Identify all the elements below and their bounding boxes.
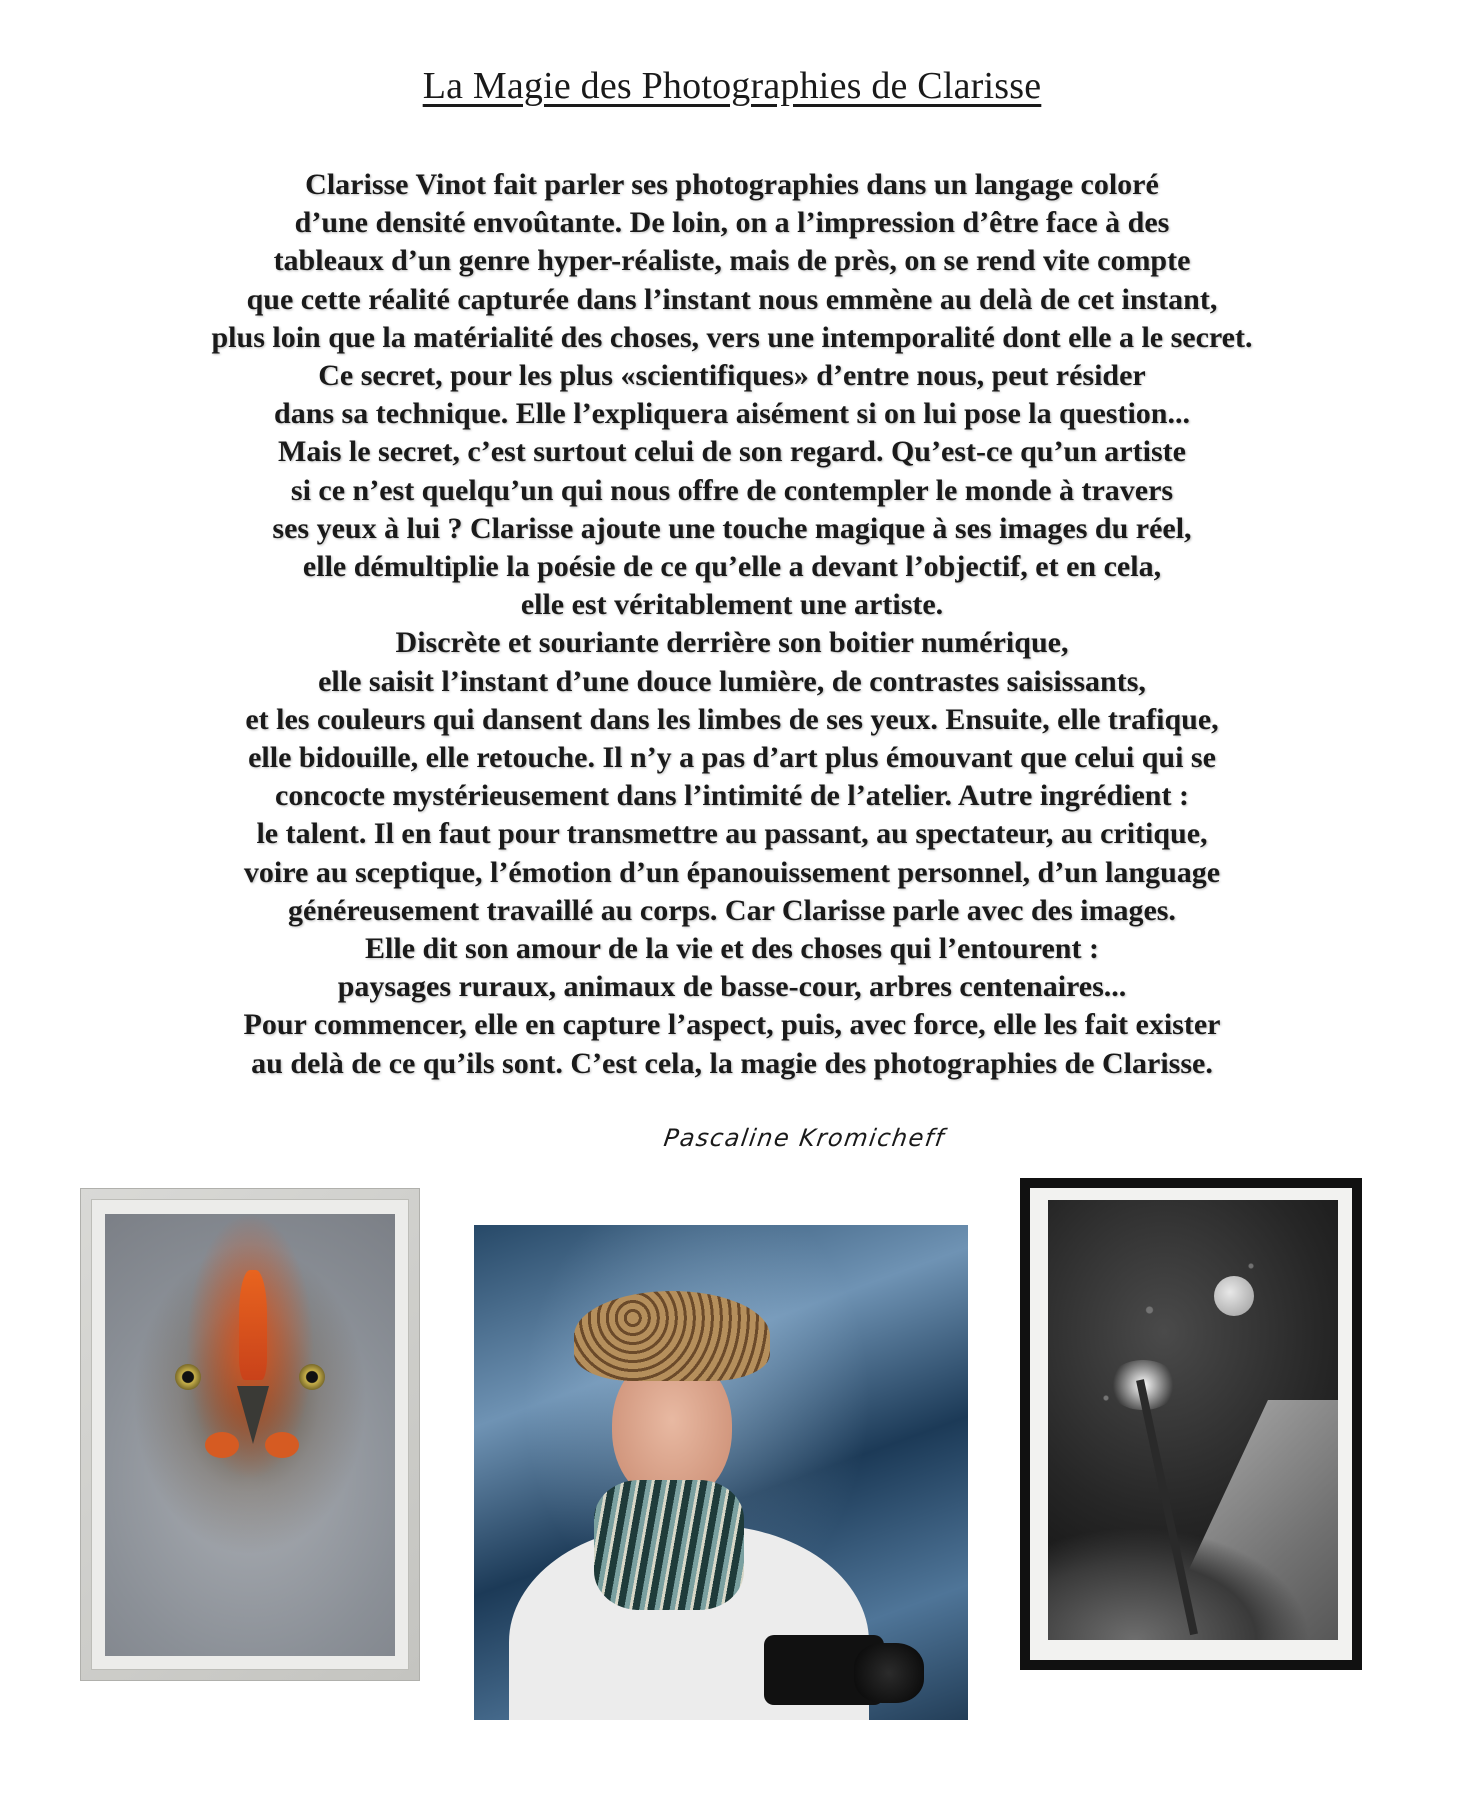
body-line: dans sa technique. Elle l’expliquera aisément si on lui pose la question... bbox=[274, 397, 1190, 431]
body-line: Clarisse Vinot fait parler ses photographies dans un langage coloré bbox=[305, 168, 1159, 201]
body-line: d’une densité envoûtante. De loin, on a l’impression d’être face à des bbox=[294, 206, 1170, 240]
body-line: et les couleurs qui dansent dans les limbes de ses yeux. Ensuite, elle trafique, bbox=[245, 702, 1219, 736]
page-title: La Magie des Photographies de Clarisse bbox=[422, 65, 1042, 107]
body-line: voire au sceptique, l’émotion d’un épanouissement personnel, d’un language bbox=[243, 855, 1221, 889]
moon-icon bbox=[1214, 1276, 1254, 1316]
body-line: elle saisit l’instant d’une douce lumière, de contrastes saisissants, bbox=[318, 664, 1146, 698]
body-line: Elle dit son amour de la vie et des choses qui l’entourent : bbox=[365, 932, 1099, 966]
body-line: au delà de ce qu’ils sont. C’est cela, la magie des photographies de Clarisse. bbox=[251, 1046, 1213, 1080]
body-line: plus loin que la matérialité des choses, vers une intemporalité dont elle a le secret. bbox=[211, 320, 1253, 354]
body-line: que cette réalité capturée dans l’instant nous emmène au delà de cet instant, bbox=[246, 282, 1218, 316]
body-line: concocte mystérieusement dans l’intimité de l’atelier. Autre ingrédient : bbox=[275, 779, 1189, 813]
body-line: paysages ruraux, animaux de basse-cour, arbres centenaires... bbox=[337, 970, 1127, 1004]
body-line: ses yeux à lui ? Clarisse ajoute une touche magique à ses images du réel, bbox=[272, 511, 1192, 545]
body-line: le talent. Il en faut pour transmettre au passant, au spectateur, au critique, bbox=[256, 817, 1208, 851]
body-line: Ce secret, pour les plus «scientifiques» d’entre nous, peut résider bbox=[318, 359, 1146, 393]
artist-hat bbox=[574, 1291, 770, 1381]
hen-wattle-left bbox=[205, 1432, 239, 1458]
body-line: Mais le secret, c’est surtout celui de son regard. Qu’est-ce qu’un artiste bbox=[278, 435, 1186, 469]
hen-beak bbox=[237, 1386, 269, 1444]
author-signature: Pascaline Kromicheff bbox=[662, 1124, 947, 1152]
artist-scarf bbox=[594, 1480, 744, 1610]
hen-comb bbox=[239, 1270, 267, 1380]
body-line: elle démultiplie la poésie de ce qu’elle a devant l’objectif, et en cela, bbox=[302, 550, 1162, 584]
body-line: Pour commencer, elle en capture l’aspect, puis, avec force, elle les fait exister bbox=[243, 1008, 1221, 1042]
body-line: tableaux d’un genre hyper-réaliste, mais de près, on se rend vite compte bbox=[273, 244, 1191, 278]
artist-photo bbox=[474, 1225, 968, 1720]
hen-wattle-right bbox=[265, 1432, 299, 1458]
body-line: elle bidouille, elle retouche. Il n’y a pas d’art plus émouvant que celui qui se bbox=[248, 741, 1216, 775]
body-line: Discrète et souriante derrière son boitier numérique, bbox=[395, 626, 1069, 660]
night-scene-photo bbox=[1048, 1200, 1338, 1640]
framed-photo-night bbox=[1020, 1178, 1362, 1670]
body-line: généreusement travaillé au corps. Car Clarisse parle avec des images. bbox=[288, 893, 1176, 927]
hen-eye-right bbox=[299, 1364, 325, 1390]
hen-photo bbox=[105, 1214, 395, 1656]
framed-photo-hen bbox=[80, 1188, 420, 1681]
body-line: elle est véritablement une artiste. bbox=[520, 588, 944, 622]
body-line: si ce n’est quelqu’un qui nous offre de contempler le monde à travers bbox=[290, 473, 1174, 507]
hen-eye-left bbox=[175, 1364, 201, 1390]
camera-lens bbox=[854, 1643, 924, 1703]
article-body bbox=[60, 166, 1404, 1083]
